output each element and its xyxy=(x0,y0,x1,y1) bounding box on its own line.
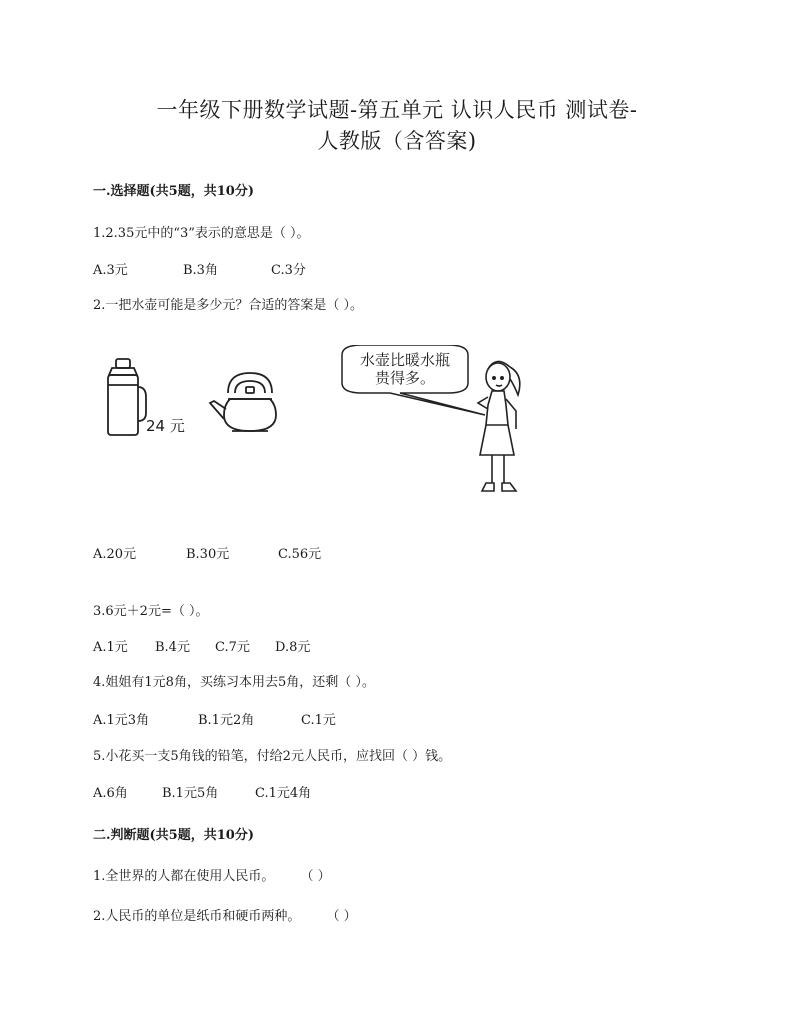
judge-question-1-text: 1.全世界的人都在使用人民币。 xyxy=(93,869,275,884)
question-2-figure xyxy=(100,345,560,510)
speech-line-1: 水壶比暖水瓶 xyxy=(359,351,450,369)
question-5: 5.小花买一支5角钱的铅笔，付给2元人民币，应找回（ ）钱。 xyxy=(93,749,452,764)
option-a[interactable]: A.1元 xyxy=(93,640,128,655)
judge-question-1 xyxy=(93,865,331,884)
option-b[interactable]: B.30元 xyxy=(186,547,230,562)
option-c[interactable]: C.3分 xyxy=(271,263,306,278)
option-a[interactable]: A.3元 xyxy=(93,263,128,278)
option-a[interactable]: A.1元3角 xyxy=(93,713,150,728)
page-title-line1: 一年级下册数学试题-第五单元 认识人民币 测试卷- xyxy=(156,98,638,122)
judge-answer-paren-2[interactable]: （ ） xyxy=(326,909,357,924)
question-4-options xyxy=(93,709,336,728)
option-c[interactable]: C.7元 xyxy=(215,640,250,655)
option-b[interactable]: B.1元5角 xyxy=(162,786,219,801)
judge-answer-paren-1[interactable]: （ ） xyxy=(300,869,331,884)
option-a[interactable]: A.20元 xyxy=(93,547,137,562)
question-3-options xyxy=(93,636,310,655)
speech-text xyxy=(340,351,470,387)
speech-line-2: 贵得多。 xyxy=(374,369,435,387)
girl-illustration xyxy=(478,361,520,491)
question-2-options xyxy=(93,543,321,562)
option-b[interactable]: B.1元2角 xyxy=(198,713,255,728)
question-1-options xyxy=(93,259,306,278)
section-heading-choice: 一.选择题(共5题，共10分) xyxy=(93,184,254,199)
judge-question-2 xyxy=(93,905,357,924)
option-c[interactable]: C.1元4角 xyxy=(255,786,312,801)
option-c[interactable]: C.1元 xyxy=(301,713,336,728)
option-a[interactable]: A.6角 xyxy=(93,786,128,801)
question-2: 2.一把水壶可能是多少元？合适的答案是（ ）。 xyxy=(93,298,364,313)
option-c[interactable]: C.56元 xyxy=(278,547,322,562)
question-4: 4.姐姐有1元8角，买练习本用去5角，还剩（ ）。 xyxy=(93,675,375,690)
question-1: 1.2.35元中的“3”表示的意思是（ ）。 xyxy=(93,226,310,241)
judge-question-2-text: 2.人民币的单位是纸币和硬币两种。 xyxy=(93,909,301,924)
option-b[interactable]: B.4元 xyxy=(155,640,190,655)
question-3: 3.6元＋2元=（ ）。 xyxy=(93,604,209,619)
section-heading-judge: 二.判断题(共5题，共10分) xyxy=(93,828,254,843)
question-5-options xyxy=(93,782,311,801)
kettle-icon xyxy=(210,373,276,431)
option-d[interactable]: D.8元 xyxy=(275,640,311,655)
thermos-price-label: 24 元 xyxy=(146,417,185,435)
option-b[interactable]: B.3角 xyxy=(183,263,218,278)
page-title-line2: 人教版（含答案) xyxy=(317,129,477,153)
thermos-icon xyxy=(108,359,146,435)
